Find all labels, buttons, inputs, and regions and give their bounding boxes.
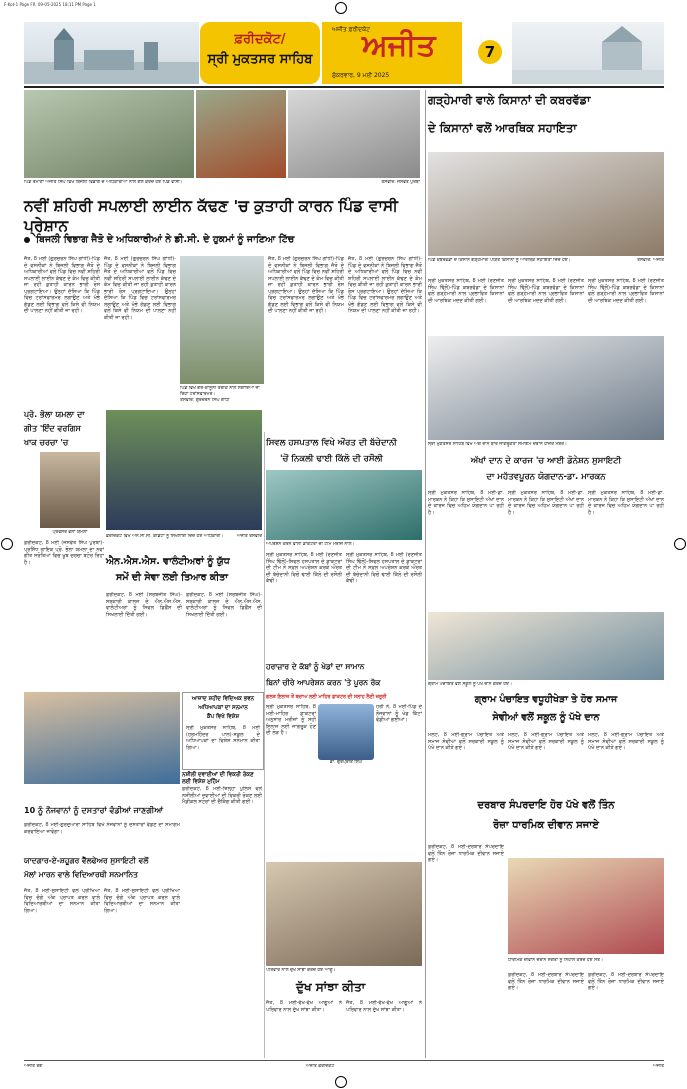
ncc-training-photo (106, 410, 262, 530)
masthead-temple-illustration (512, 22, 664, 84)
farmers-group-photo (24, 90, 194, 178)
hospital-body-col1: ਸ੍ਰੀ ਮੁਕਤਸਰ ਸਾਹਿਬ, 8 ਮਈ (ਰਣਜੀਤ ਸਿੰਘ ਢਿੱਲੋਂ)-ਸਿਵਲ ਹਸਪਤਾਲ ਦੇ ਡਾਕਟਰਾਂ ਦੀ ਟੀਮ ਨੇ ਸਫ਼ਲ ਅਪਰੇਸ਼ਨ ਕਰਕੇ ਔਰਤ ਦੀ ਬੱਚੇਦਾਨੀ ਵਿਚੋਂ ਢਾਈ ਕਿੱਲੋ ਦੀ ਰਸੌਲੀ ਕੱਢੀ। (266, 552, 342, 584)
drugs-body: ਫ਼ਰੀਦਕੋਟ, 8 ਮਈ-ਜ਼ਿਲ੍ਹਾ ਪੁਲਿਸ ਵਲੋਂ ਨਸ਼ੀਲੀਆਂ ਦਵਾਈਆਂ ਦੀ ਵਿਕਰੀ ਰੋਕਣ ਲਈ ਮੈਡੀਕਲ ਸਟੋਰਾਂ ਦੀ ਚੈਕਿੰਗ ਕੀਤੀ ਗਈ। (182, 786, 262, 805)
grief-photo-caption: ਪਰਿਵਾਰ ਨਾਲ ਦੁੱਖ ਸਾਂਝਾ ਕਰਦੇ ਹੋਏ ਆਗੂ। (266, 968, 336, 973)
grief-headline: ਦੁੱਖ ਸਾਂਝਾ ਕੀਤਾ (296, 980, 366, 994)
donation-body-col2: ਸ੍ਰੀ ਮੁਕਤਸਰ ਸਾਹਿਬ, 8 ਮਈ-ਡਾ. ਮਾਰਕਨ ਨੇ ਕਿਹਾ ਕਿ ਸੁਸਾਇਟੀ ਅੱਖਾਂ ਦਾਨ ਦੇ ਕਾਰਜ ਵਿਚ ਅਹਿਮ ਯੋਗਦਾਨ ਪਾ ਰਹੀ ਹੈ। (508, 490, 584, 516)
transformer-credit: ਤਸਵੀਰ: ਗੁਰਚਰਨ ਸਿੰਘ ਗਾਂਧੀ (180, 398, 230, 403)
footer-middle: ਅਜੀਤ ਫ਼ਰੀਦਕੋਟ (305, 1064, 335, 1069)
registration-mark-bottom (335, 1076, 347, 1088)
society-body-col2: ਜੈਤੋ, 8 ਮਈ-ਸੁਸਾਇਟੀ ਵਲੋਂ ਪ੍ਰੀਖਿਆ ਵਿਚ ਚੰਗੇ ਅੰਕ ਪ੍ਰਾਪਤ ਕਰਨ ਵਾਲੇ ਵਿਦਿਆਰਥੀਆਂ ਦਾ ਸਨਮਾਨ ਕੀਤਾ ਗਿਆ। (104, 888, 180, 914)
main-story-col3: ਜੈਤੋ, 8 ਮਈ (ਗੁਰਚਰਨ ਸਿੰਘ ਗਾਂਧੀ)-ਪਿੰਡ ਦੇ ਵਸਨੀਕਾਂ ਨੇ ਬਿਜਲੀ ਵਿਭਾਗ ਜੈਤੋ ਦੇ ਅਧਿਕਾਰੀਆਂ ਵਲੋਂ ਪਿੰਡ ਵਿਚ ਨਵੀਂ ਸ਼ਹਿਰੀ ਸਪਲਾਈ ਲਾਈਨ ਕੱਢਣ ਦੇ ਕੰਮ ਵਿਚ ਕੀਤੀ ਜਾ ਰਹੀ ਕੁਤਾਹੀ ਕਾਰਨ ਭਾਰੀ ਰੋਸ ਪ੍ਰਗਟਾਇਆ। ਉਨ੍ਹਾਂ ਦੱਸਿਆ ਕਿ ਪਿੰਡ ਵਿਚ ਟਰਾਂਸਫਾਰਮਰ ਲਗਾਉਣ ਅਤੇ ਖੰਭੇ ਗੱਡਣ ਲਈ ਵਿਭਾਗ ਵਲੋਂ ਕਿਸੇ ਵੀ ਨਿਯਮ ਦੀ ਪਾਲਣਾ ਨਹੀਂ ਕੀਤੀ ਜਾ ਰਹੀ। (268, 256, 344, 314)
panchayat-body-col2: ਮਲੋਟ, 8 ਮਈ-ਗ੍ਰਾਮ ਪੰਚਾਇਤ ਅਤੇ ਸਮਾਜ ਸੇਵੀਆਂ ਵਲੋਂ ਸਰਕਾਰੀ ਸਕੂਲ ਨੂੰ ਪੱਖੇ ਦਾਨ ਕੀਤੇ ਗਏ। (508, 732, 584, 751)
farmers-body-col2: ਸ੍ਰੀ ਮੁਕਤਸਰ ਸਾਹਿਬ, 8 ਮਈ (ਰਣਜੀਤ ਸਿੰਘ ਢਿੱਲੋਂ)-ਪਿੰਡ ਕਬਰਵੱਡਾ ਦੇ ਕਿਸਾਨਾਂ ਵਲੋਂ ਗੜ੍ਹੇਮਾਰੀ ਨਾਲ ਪ੍ਰਭਾਵਿਤ ਕਿਸਾਨਾਂ ਦੀ ਆਰਥਿਕ ਮਦਦ ਕੀਤੀ ਗਈ। (508, 278, 584, 304)
farmers-aid-photo (428, 152, 664, 256)
hospital-photo-caption: ਅਪਰੇਸ਼ਨ ਕਰਨ ਵਾਲੀ ਡਾਕਟਰਾਂ ਦੀ ਟੀਮ ਮਰੀਜ਼ ਨਾਲ। (266, 542, 355, 547)
ncc-headline-2: ਸਮੇਂ ਦੀ ਸੇਵਾ ਲਈ ਤਿਆਰ ਕੀਤਾ (116, 572, 228, 583)
ncc-headline-1: ਐਨ.ਐਸ.ਐਸ. ਵਾਲੰਟੀਅਰਾਂ ਨੂੰ ਯੁੱਧ (106, 556, 230, 567)
note-box (182, 692, 264, 770)
edition-line2: ਸ੍ਰੀ ਮੁਕਤਸਰ ਸਾਹਿਬ (207, 52, 313, 67)
column-rule-mid (264, 432, 265, 1058)
main-headline: ਨਵੀਂ ਸ਼ਹਿਰੀ ਸਪਲਾਈ ਲਾਈਨ ਕੱਢਣ 'ਚ ਕੁਤਾਹੀ ਕਾਰਨ ਪਿੰਡ ਵਾਸੀ ਪ੍ਰੇਸ਼ਾਨ (24, 197, 398, 235)
edition-line1: ਫ਼ਰੀਦਕੋਟ/ (234, 32, 286, 47)
obit-headline-1: ਪ੍ਰੋ. ਭੋਲਾ ਯਮਲਾ ਦਾ (24, 410, 85, 419)
masthead-rule (24, 86, 664, 88)
farmers-body-col1: ਸ੍ਰੀ ਮੁਕਤਸਰ ਸਾਹਿਬ, 8 ਮਈ (ਰਣਜੀਤ ਸਿੰਘ ਢਿੱਲੋਂ)-ਪਿੰਡ ਕਬਰਵੱਡਾ ਦੇ ਕਿਸਾਨਾਂ ਵਲੋਂ ਗੜ੍ਹੇਮਾਰੀ ਨਾਲ ਪ੍ਰਭਾਵਿਤ ਕਿਸਾਨਾਂ ਦੀ ਆਰਥਿਕ ਮਦਦ ਕੀਤੀ ਗਈ। (428, 278, 504, 304)
masthead-right-graphic (512, 22, 664, 84)
singer-caption: ਪ੍ਰੋਫੈਸਰ ਭੋਲਾ ਯਮਲਾ (52, 530, 88, 535)
diwan-body-col1: ਫ਼ਰੀਦਕੋਟ, 8 ਮਈ-ਦਰਬਾਰ ਸੰਪਰਦਾਇ ਵਲੋਂ ਤਿੰਨ ਰੋਜ਼ਾ ਧਾਰਮਿਕ ਦੀਵਾਨ ਸਜਾਏ ਗਏ। (428, 844, 504, 863)
farmers-body-col3: ਸ੍ਰੀ ਮੁਕਤਸਰ ਸਾਹਿਬ, 8 ਮਈ (ਰਣਜੀਤ ਸਿੰਘ ਢਿੱਲੋਂ)-ਪਿੰਡ ਕਬਰਵੱਡਾ ਦੇ ਕਿਸਾਨਾਂ ਵਲੋਂ ਗੜ੍ਹੇਮਾਰੀ ਨਾਲ ਪ੍ਰਭਾਵਿਤ ਕਿਸਾਨਾਂ ਦੀ ਆਰਥਿਕ ਮਦਦ ਕੀਤੀ ਗਈ। (588, 278, 664, 304)
panchayat-headline-2: ਸੇਵੀਆਂ ਵਲੋਂ ਸਕੂਲ ਨੂੰ ਪੱਖੇ ਦਾਨ (492, 712, 600, 723)
panchayat-photo (428, 612, 664, 680)
brand-logo: ਅਜੀਤ (362, 28, 436, 63)
footer-left: ਅਜੀਤ ਰੰਗ (24, 1064, 43, 1069)
ad-red-line: ਗਲਤ ਇਲਾਜ ਤੋਂ ਬਚਾਅ ਲਈ ਮਾਹਿਰ ਡਾਕਟਰ ਦੀ ਸਲਾਹ ਲੈਣੀ ਜ਼ਰੂਰੀ (266, 695, 387, 700)
registration-mark-right (674, 538, 686, 550)
hospital-team-photo (266, 470, 422, 540)
masthead-date: ਸ਼ੁੱਕਰਵਾਰ, 9 ਮਈ 2025 (332, 72, 390, 79)
hospital-body-col2: ਸ੍ਰੀ ਮੁਕਤਸਰ ਸਾਹਿਬ, 8 ਮਈ (ਰਣਜੀਤ ਸਿੰਘ ਢਿੱਲੋਂ)-ਸਿਵਲ ਹਸਪਤਾਲ ਦੇ ਡਾਕਟਰਾਂ ਦੀ ਟੀਮ ਨੇ ਸਫ਼ਲ ਅਪਰੇਸ਼ਨ ਕਰਕੇ ਔਰਤ ਦੀ ਬੱਚੇਦਾਨੀ ਵਿਚੋਂ ਢਾਈ ਕਿੱਲੋ ਦੀ ਰਸੌਲੀ ਕੱਢੀ। (346, 552, 422, 584)
brand-small: ਅਜੀਤ ਫ਼ਰੀਦਕੋਟ (332, 26, 371, 33)
masthead-left-graphic (24, 22, 199, 84)
farmers-photo-credit: ਤਸਵੀਰ: ਅਜੀਤ (637, 258, 664, 263)
registration-mark-left (1, 538, 13, 550)
note-line3: ਕੈਂਪ ਵਿਖੇ ਵਿਸ਼ੇਸ਼ (206, 714, 240, 720)
transformer-photo (180, 256, 264, 384)
obit-headline-2: ਗੀਤ 'ਇੰਦ ਵਰਗਿਸ (24, 424, 81, 433)
donation-body-col1: ਸ੍ਰੀ ਮੁਕਤਸਰ ਸਾਹਿਬ, 8 ਮਈ-ਡਾ. ਮਾਰਕਨ ਨੇ ਕਿਹਾ ਕਿ ਸੁਸਾਇਟੀ ਅੱਖਾਂ ਦਾਨ ਦੇ ਕਾਰਜ ਵਿਚ ਅਹਿਮ ਯੋਗਦਾਨ ਪਾ ਰਹੀ ਹੈ। (428, 490, 504, 516)
panchayat-body-col3: ਮਲੋਟ, 8 ਮਈ-ਗ੍ਰਾਮ ਪੰਚਾਇਤ ਅਤੇ ਸਮਾਜ ਸੇਵੀਆਂ ਵਲੋਂ ਸਰਕਾਰੀ ਸਕੂਲ ਨੂੰ ਪੱਖੇ ਦਾਨ ਕੀਤੇ ਗਏ। (588, 732, 664, 751)
grief-body-col2: ਜੈਤੋ, 8 ਮਈ-ਵੱਖ-ਵੱਖ ਆਗੂਆਂ ਨੇ ਪਰਿਵਾਰ ਨਾਲ ਦੁੱਖ ਸਾਂਝਾ ਕੀਤਾ। (346, 1000, 422, 1013)
registration-mark-top (335, 2, 347, 14)
diwan-body-col2: ਫ਼ਰੀਦਕੋਟ, 8 ਮਈ-ਦਰਬਾਰ ਸੰਪਰਦਾਇ ਵਲੋਂ ਤਿੰਨ ਰੋਜ਼ਾ ਧਾਰਮਿਕ ਦੀਵਾਨ ਸਜਾਏ ਗਏ। (508, 972, 584, 991)
subhead-bullet (24, 237, 30, 243)
top-photo-credit: ਤਸਵੀਰ: ਜਸਵੰਤ ਪੁਰਬਾ (381, 180, 420, 185)
main-subhead (24, 234, 424, 245)
masthead-gurdwara-illustration (24, 22, 199, 84)
main-story-col4: ਜੈਤੋ, 8 ਮਈ (ਗੁਰਚਰਨ ਸਿੰਘ ਗਾਂਧੀ)-ਪਿੰਡ ਦੇ ਵਸਨੀਕਾਂ ਨੇ ਬਿਜਲੀ ਵਿਭਾਗ ਜੈਤੋ ਦੇ ਅਧਿਕਾਰੀਆਂ ਵਲੋਂ ਪਿੰਡ ਵਿਚ ਨਵੀਂ ਸ਼ਹਿਰੀ ਸਪਲਾਈ ਲਾਈਨ ਕੱਢਣ ਦੇ ਕੰਮ ਵਿਚ ਕੀਤੀ ਜਾ ਰਹੀ ਕੁਤਾਹੀ ਕਾਰਨ ਭਾਰੀ ਰੋਸ ਪ੍ਰਗਟਾਇਆ। ਉਨ੍ਹਾਂ ਦੱਸਿਆ ਕਿ ਪਿੰਡ ਵਿਚ ਟਰਾਂਸਫਾਰਮਰ ਲਗਾਉਣ ਅਤੇ ਖੰਭੇ ਗੱਡਣ ਲਈ ਵਿਭਾਗ ਵਲੋਂ ਕਿਸੇ ਵੀ ਨਿਯਮ ਦੀ ਪਾਲਣਾ ਨਹੀਂ ਕੀਤੀ ਜਾ ਰਹੀ। (348, 256, 422, 314)
main-story-col1: ਜੈਤੋ, 8 ਮਈ (ਗੁਰਚਰਨ ਸਿੰਘ ਗਾਂਧੀ)-ਪਿੰਡ ਦੇ ਵਸਨੀਕਾਂ ਨੇ ਬਿਜਲੀ ਵਿਭਾਗ ਜੈਤੋ ਦੇ ਅਧਿਕਾਰੀਆਂ ਵਲੋਂ ਪਿੰਡ ਵਿਚ ਨਵੀਂ ਸ਼ਹਿਰੀ ਸਪਲਾਈ ਲਾਈਨ ਕੱਢਣ ਦੇ ਕੰਮ ਵਿਚ ਕੀਤੀ ਜਾ ਰਹੀ ਕੁਤਾਹੀ ਕਾਰਨ ਭਾਰੀ ਰੋਸ ਪ੍ਰਗਟਾਇਆ। ਉਨ੍ਹਾਂ ਦੱਸਿਆ ਕਿ ਪਿੰਡ ਵਿਚ ਟਰਾਂਸਫਾਰਮਰ ਲਗਾਉਣ ਅਤੇ ਖੰਭੇ ਗੱਡਣ ਲਈ ਵਿਭਾਗ ਵਲੋਂ ਕਿਸੇ ਵੀ ਨਿਯਮ ਦੀ ਪਾਲਣਾ ਨਹੀਂ ਕੀਤੀ ਜਾ ਰਹੀ। (24, 256, 100, 314)
footer-rule (24, 1060, 664, 1061)
donation-society-photo (428, 336, 664, 440)
doctor-portrait (318, 704, 374, 760)
farmers-headline-2: ਦੇ ਕਿਸਾਨਾਂ ਵਲੋਂ ਆਰਥਿਕ ਸਹਾਇਤਾ (428, 121, 577, 135)
doctor-caption: ਡਾ. ਗੁਰਪ੍ਰੀਤ ਸਿੰਘ (329, 760, 363, 765)
main-subhead-text: ਬਿਜਲੀ ਵਿਭਾਗ ਜੈਤੋ ਦੇ ਅਧਿਕਾਰੀਆਂ ਨੇ ਡੀ.ਸੀ. ਦੇ ਹੁਕਮਾਂ ਨੂੰ ਜਾਣਿਆ ਟਿੱਚ (36, 234, 295, 245)
panchayat-headline-1: ਗ੍ਰਾਮ ਪੰਚਾਇਤ ਵਧੂਹੀਖੇੜਾ ਤੇ ਹੋਰ ਸਮਾਜ (474, 694, 618, 705)
sports-body: ਹਰੀ ਨੌ, 8 ਮਈ-ਪਿੰਡ ਦੇ ਨੌਜਵਾਨਾਂ ਨੂੰ ਖੇਡ ਕਿੱਟਾਂ ਵੰਡੀਆਂ ਗਈਆਂ। (376, 704, 422, 723)
masthead-brand-box (322, 22, 462, 84)
print-slug: F-Kot-1 Page FR. 09-05-2025 18:11 PM Page 1 (4, 2, 96, 7)
wires-photo (196, 90, 286, 178)
pipes-photo (288, 90, 420, 178)
note-line2: ਅਧਿਆਪਕਾਂ ਦਾ ਸਨਮਾਨ (198, 705, 248, 711)
diwan-headline-2: ਰੋਜ਼ਾ ਧਾਰਮਿਕ ਦੀਵਾਨ ਸਜਾਏ (493, 820, 599, 831)
top-photo-caption: ਪਿੰਡ ਰੋਮਾਣਾ ਅਜੀਤ ਸਿੰਘ ਵਿਖੇ ਬਿਜਲੀ ਵਿਭਾਗ ਦੇ ਅਧਿਕਾਰੀਆਂ ਨਾਲ ਗੱਲ ਕਰਦੇ ਹੋਏ ਪਿੰਡ ਵਾਸੀ। (24, 180, 183, 185)
note-line1: ਆਜ਼ਾਦ ਸ਼ਹੀਦ ਵਿਦਿਅਕ ਭਵਨ (191, 696, 255, 702)
panchayat-photo-caption: ਗ੍ਰਾਮ ਪੰਚਾਇਤ ਵਲੋਂ ਸਕੂਲ ਨੂੰ ਪੱਖੇ ਦਾਨ ਕਰਦੇ ਹੋਏ। (428, 682, 512, 687)
diwan-photo-caption: ਧਾਰਮਿਕ ਦੀਵਾਨ ਦੌਰਾਨ ਸੰਗਤਾਂ ਨੂੰ ਨਿਹਾਲ ਕਰਦੇ ਹੋਏ ਸੰਤ। (508, 958, 604, 963)
ncc-body-col2: ਫ਼ਰੀਦਕੋਟ, 8 ਮਈ (ਸਰਬਜੀਤ ਸਿੰਘ)-ਸਰਕਾਰੀ ਕਾਲਜ ਦੇ ਐਨ.ਐਸ.ਐਸ. ਵਾਲੰਟੀਅਰਾਂ ਨੂੰ ਸਿਵਲ ਡਿਫੈਂਸ ਦੀ ਸਿਖਲਾਈ ਦਿੱਤੀ ਗਈ। (186, 592, 262, 618)
donation-headline-1: ਅੱਖਾਂ ਦਾਨ ਦੇ ਕਾਰਜ 'ਚ ਆਈ ਡੋਨੇਸ਼ਨ ਸੁਸਾਇਟੀ (470, 456, 622, 466)
children-headline: 10 ਨੂੰ ਨੌਜਵਾਨਾਂ ਨੂੰ ਦਸਤਾਰਾਂ ਵੰਡੀਆਂ ਜਾਣਗੀਆਂ (24, 806, 164, 815)
society-body-col1: ਜੈਤੋ, 8 ਮਈ-ਸੁਸਾਇਟੀ ਵਲੋਂ ਪ੍ਰੀਖਿਆ ਵਿਚ ਚੰਗੇ ਅੰਕ ਪ੍ਰਾਪਤ ਕਰਨ ਵਾਲੇ ਵਿਦਿਆਰਥੀਆਂ ਦਾ ਸਨਮਾਨ ਕੀਤਾ ਗਿਆ। (24, 888, 100, 914)
footer-right: ਅਜੀਤ (652, 1064, 664, 1069)
hospital-headline-1: ਸਿਵਲ ਹਸਪਤਾਲ ਵਿਖੇ ਔਰਤ ਦੀ ਬੱਚੇਦਾਨੀ (266, 438, 397, 448)
diwan-photo (508, 858, 664, 954)
grief-photo (266, 862, 422, 966)
donation-photo-caption: ਸ੍ਰੀ ਮੁਕਤਸਰ ਸਾਹਿਬ ਵਿਖੇ ਅੰਗ ਦਾਨ ਬਾਰੇ ਜਾਗਰੂਕਤਾ ਸਮਾਗਮ ਦੌਰਾਨ ਹਾਜ਼ਰ ਮੈਂਬਰ। (428, 442, 567, 447)
transformer-caption: ਪਿੰਡ ਵਿਖੇ ਗੈਰ-ਕਾਨੂੰਨੀ ਤਰੀਕੇ ਨਾਲ ਲਗਾਇਆ ਜਾ ਰਿਹਾ ਟਰਾਂਸਫਾਰਮਰ। (180, 386, 260, 397)
diwan-headline-1: ਦਰਬਾਰ ਸੰਪਰਦਾਇ ਹੋਰ ਪੱਖੇ ਵਲੋਂ ਤਿੰਨ (477, 800, 615, 811)
singer-portrait (40, 452, 100, 528)
hospital-headline-2: 'ਚੋਂ ਨਿਕਲੀ ਢਾਈ ਕਿੱਲੋ ਦੀ ਰਸੌਲੀ (280, 454, 383, 464)
column-rule-right (425, 90, 426, 1058)
main-story-col2: ਜੈਤੋ, 8 ਮਈ (ਗੁਰਚਰਨ ਸਿੰਘ ਗਾਂਧੀ)-ਪਿੰਡ ਦੇ ਵਸਨੀਕਾਂ ਨੇ ਬਿਜਲੀ ਵਿਭਾਗ ਜੈਤੋ ਦੇ ਅਧਿਕਾਰੀਆਂ ਵਲੋਂ ਪਿੰਡ ਵਿਚ ਨਵੀਂ ਸ਼ਹਿਰੀ ਸਪਲਾਈ ਲਾਈਨ ਕੱਢਣ ਦੇ ਕੰਮ ਵਿਚ ਕੀਤੀ ਜਾ ਰਹੀ ਕੁਤਾਹੀ ਕਾਰਨ ਭਾਰੀ ਰੋਸ ਪ੍ਰਗਟਾਇਆ। ਉਨ੍ਹਾਂ ਦੱਸਿਆ ਕਿ ਪਿੰਡ ਵਿਚ ਟਰਾਂਸਫਾਰਮਰ ਲਗਾਉਣ ਅਤੇ ਖੰਭੇ ਗੱਡਣ ਲਈ ਵਿਭਾਗ ਵਲੋਂ ਕਿਸੇ ਵੀ ਨਿਯਮ ਦੀ ਪਾਲਣਾ ਨਹੀਂ ਕੀਤੀ ਜਾ ਰਹੀ। (104, 256, 176, 321)
sports-headline: ਹਰਾਜ਼ਾਰ ਦੇ ਕੱਬਾਂ ਨੂੰ ਖੇਡਾਂ ਦਾ ਸਾਮਾਨ (266, 662, 365, 671)
donation-body-col3: ਸ੍ਰੀ ਮੁਕਤਸਰ ਸਾਹਿਬ, 8 ਮਈ-ਡਾ. ਮਾਰਕਨ ਨੇ ਕਿਹਾ ਕਿ ਸੁਸਾਇਟੀ ਅੱਖਾਂ ਦਾਨ ਦੇ ਕਾਰਜ ਵਿਚ ਅਹਿਮ ਯੋਗਦਾਨ ਪਾ ਰਹੀ ਹੈ। (588, 490, 664, 516)
page-number: 7 (478, 40, 502, 64)
panchayat-body-col1: ਮਲੋਟ, 8 ਮਈ-ਗ੍ਰਾਮ ਪੰਚਾਇਤ ਅਤੇ ਸਮਾਜ ਸੇਵੀਆਂ ਵਲੋਂ ਸਰਕਾਰੀ ਸਕੂਲ ਨੂੰ ਪੱਖੇ ਦਾਨ ਕੀਤੇ ਗਏ। (428, 732, 504, 751)
children-body: ਫ਼ਰੀਦਕੋਟ, 8 ਮਈ-ਗੁਰਦੁਆਰਾ ਸਾਹਿਬ ਵਿਖੇ ਨੌਜਵਾਨਾਂ ਨੂੰ ਦਸਤਾਰਾਂ ਵੰਡਣ ਦਾ ਸਮਾਗਮ ਕਰਵਾਇਆ ਜਾਵੇਗਾ। (24, 822, 180, 835)
children-gathering-photo (24, 692, 180, 784)
ncc-photo-caption: ਫ਼ਰੀਦਕੋਟ ਵਿਖੇ ਐਨ.ਸੀ.ਸੀ. ਕੈਡਿਟਾਂ ਨੂੰ ਸਿਖਲਾਈ ਦਿੰਦੇ ਹੋਏ ਅਧਿਕਾਰੀ। (106, 534, 224, 539)
donation-headline-2: ਦਾ ਮਹੱਤਵਪੂਰਨ ਯੋਗਦਾਨ-ਡਾ. ਮਾਰਕਨ (486, 472, 606, 482)
society-headline-1: ਯਾਦਗਾਰ-ਏ-ਸ਼ਹੂਗਰ ਵੈੱਲਫੇਅਰ ਸੁਸਾਇਟੀ ਵਲੋਂ (24, 856, 149, 865)
obit-headline-3: ਖਾਕ ਚਰਚਾ 'ਚ (24, 438, 69, 447)
ad-headline: ਬਿਨਾਂ ਚੀਰੇ ਆਪਰੇਸ਼ਨ ਕਰਨ 'ਤੇ ਪੂਰਨ ਰੋਕ (266, 678, 381, 687)
drugs-headline: ਨਸ਼ੀਲੀ ਦਵਾਈਆਂ ਦੀ ਵਿਕਰੀ ਰੋਕਣ ਲਈ ਵਿਸ਼ੇਸ਼ ਮੁਹਿੰਮ (182, 772, 254, 785)
note-body: ਸ੍ਰੀ ਮੁਕਤਸਰ ਸਾਹਿਬ, 8 ਮਈ (ਹਰਮਹਿੰਦਰ ਪਾਲ)-ਸਕੂਲ ਦੇ ਅਧਿਆਪਕਾਂ ਦਾ ਵਿਸ਼ੇਸ਼ ਸਨਮਾਨ ਕੀਤਾ ਗਿਆ। (186, 725, 260, 751)
farmers-headline-1: ਗੜ੍ਹੇਮਾਰੀ ਵਾਲੇ ਕਿਸਾਨਾਂ ਦੀ ਕਬਰਵੱਡਾ (428, 93, 591, 107)
grief-body-col1: ਜੈਤੋ, 8 ਮਈ-ਵੱਖ-ਵੱਖ ਆਗੂਆਂ ਨੇ ਪਰਿਵਾਰ ਨਾਲ ਦੁੱਖ ਸਾਂਝਾ ਕੀਤਾ। (266, 1000, 342, 1013)
ad-body: ਸ੍ਰੀ ਮੁਕਤਸਰ ਸਾਹਿਬ, 8 ਮਈ-ਮਾਹਿਰ ਡਾਕਟਰਾਂ ਅਨੁਸਾਰ ਮਰੀਜ਼ਾਂ ਨੂੰ ਸਹੀ ਇਲਾਜ ਲਈ ਜਾਗਰੂਕ ਹੋਣ ਦੀ ਲੋੜ ਹੈ। (266, 704, 316, 736)
diwan-body-col3: ਫ਼ਰੀਦਕੋਟ, 8 ਮਈ-ਦਰਬਾਰ ਸੰਪਰਦਾਇ ਵਲੋਂ ਤਿੰਨ ਰੋਜ਼ਾ ਧਾਰਮਿਕ ਦੀਵਾਨ ਸਜਾਏ ਗਏ। (588, 972, 664, 991)
society-headline-2: ਮੱਲਾਂ ਮਾਰਨ ਵਾਲੇ ਵਿਦਿਆਰਥੀ ਸਨਮਾਨਿਤ (24, 870, 138, 879)
ncc-photo-credit: ਅਜੀਤ ਤਸਵੀਰ (236, 534, 262, 539)
masthead-edition-box (200, 22, 320, 84)
obit-body: ਫ਼ਰੀਦਕੋਟ, 8 ਮਈ (ਜਸਵੰਤ ਸਿੰਘ ਪੁਰਬਾ)-ਪ੍ਰਸਿੱਧ ਗਾਇਕ ਪ੍ਰੋ. ਭੋਲਾ ਯਮਲਾ ਦਾ ਨਵਾਂ ਗੀਤ ਸਰੋਤਿਆਂ ਵਿਚ ਖੂਬ ਚਰਚਾ ਬਟੋਰ ਰਿਹਾ ਹੈ। (24, 540, 104, 566)
ncc-body-col1: ਫ਼ਰੀਦਕੋਟ, 8 ਮਈ (ਸਰਬਜੀਤ ਸਿੰਘ)-ਸਰਕਾਰੀ ਕਾਲਜ ਦੇ ਐਨ.ਐਸ.ਐਸ. ਵਾਲੰਟੀਅਰਾਂ ਨੂੰ ਸਿਵਲ ਡਿਫੈਂਸ ਦੀ ਸਿਖਲਾਈ ਦਿੱਤੀ ਗਈ। (106, 592, 182, 618)
farmers-photo-caption: ਪਿੰਡ ਕਬਰਵੱਡਾ ਦੇ ਕਿਸਾਨ ਗੜ੍ਹੇਮਾਰੀ ਪੀੜਤ ਕਿਸਾਨਾਂ ਨੂੰ ਆਰਥਿਕ ਸਹਾਇਤਾ ਦਿੰਦੇ ਹੋਏ। (428, 258, 571, 263)
